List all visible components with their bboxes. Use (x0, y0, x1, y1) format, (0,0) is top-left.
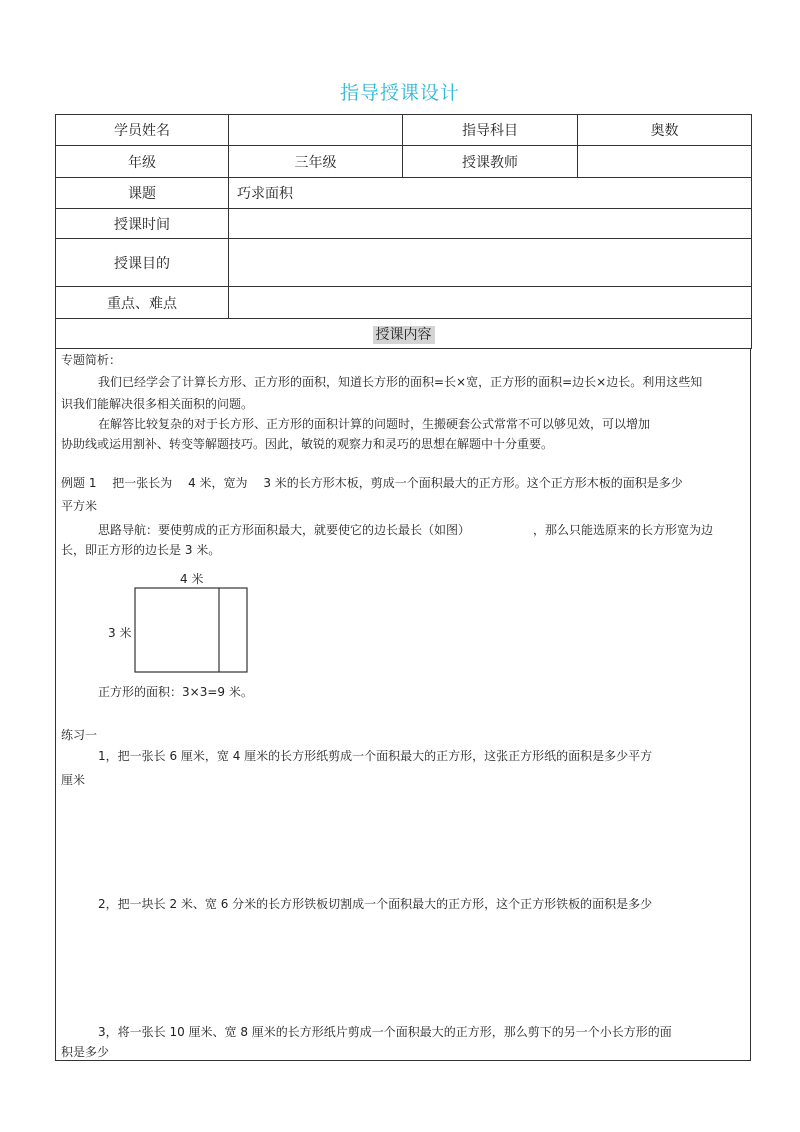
area-answer-line: 正方形的面积：3×3=9 米。 (98, 685, 253, 699)
rectangle-outline (135, 588, 247, 672)
intro-paragraph-line: 在解答比较复杂的对于长方形、正方形的面积计算的问题时，生搬硬套公式常常不可以够见效，可以增加 (98, 417, 651, 431)
intro-paragraph-line: 协助线或运用割补、转变等解题技巧。因此，敏锐的观察力和灵巧的思想在解题中十分重要。 (61, 437, 554, 451)
intro-paragraph-line: 识我们能解决很多相关面积的问题。 (61, 397, 254, 411)
lesson-info-table (55, 114, 752, 349)
key-points-field[interactable] (229, 287, 752, 319)
practice-question-line: 3，将一张长 10 厘米、宽 8 厘米的长方形纸片剪成一个面积最大的正方形，那么剪下的另一个小长方形的面 (98, 1025, 672, 1039)
info-row (56, 178, 752, 209)
page-title: 指导授课设计 (339, 82, 460, 104)
student-name-label: 学员姓名 (56, 115, 229, 146)
student-name-field[interactable] (229, 115, 403, 146)
teacher-label: 授课教师 (403, 146, 578, 178)
grade-label: 年级 (56, 146, 229, 178)
content-header-row (56, 319, 752, 349)
intro-paragraph-line: 我们已经学会了计算长方形、正方形的面积，知道长方形的面积=长×宽，正方形的面积=边长×边长。利用这些知 (98, 375, 703, 389)
info-row (56, 239, 752, 287)
hint-line: 长，即正方形的边长是 3 米。 (61, 543, 221, 557)
info-row (56, 287, 752, 319)
info-row (56, 209, 752, 239)
lesson-content (55, 348, 751, 1061)
figure-width-label: 3 米 (108, 626, 132, 640)
figure-length-label: 4 米 (180, 572, 204, 586)
goal-label: 授课目的 (56, 239, 229, 287)
hint-line: ，那么只能选原来的长方形宽为边 (533, 523, 714, 537)
time-field[interactable] (229, 209, 752, 239)
time-label: 授课时间 (56, 209, 229, 239)
rectangle-diagram (56, 348, 356, 688)
practice-question-line: 1，把一张长 6 厘米，宽 4 厘米的长方形纸剪成一个面积最大的正方形，这张正方形纸的面积是多少平方 (98, 749, 653, 763)
key-points-label: 重点、难点 (56, 287, 229, 319)
grade-value: 三年级 (229, 146, 403, 178)
practice-question-line: 2，把一块长 2 米、宽 6 分米的长方形铁板切割成一个面积最大的正方形，这个正方形铁板的面积是多少 (98, 897, 653, 911)
subject-value: 奥数 (578, 115, 752, 146)
info-row (56, 146, 752, 178)
practice-heading: 练习一 (61, 728, 98, 742)
subject-label: 指导科目 (403, 115, 578, 146)
topic-label: 课题 (56, 178, 229, 209)
practice-question-line: 厘米 (61, 773, 86, 787)
topic-value: 巧求面积 (229, 178, 752, 209)
hint-line: 思路导航：要使剪成的正方形面积最大，就要使它的边长最长（如图） (98, 523, 471, 537)
goal-field[interactable] (229, 239, 752, 287)
example-question-line: 例题 1 把一张长为 4 米，宽为 3 米的长方形木板，剪成一个面积最大的正方形。这个正方形木板的面积是多少 (61, 476, 683, 490)
teacher-field[interactable] (578, 146, 752, 178)
practice-question-line: 积是多少 (61, 1045, 110, 1059)
intro-heading: 专题简析： (61, 353, 122, 367)
info-row (56, 115, 752, 146)
example-question-line: 平方米 (61, 499, 98, 513)
content-header: 授课内容 (373, 326, 435, 344)
